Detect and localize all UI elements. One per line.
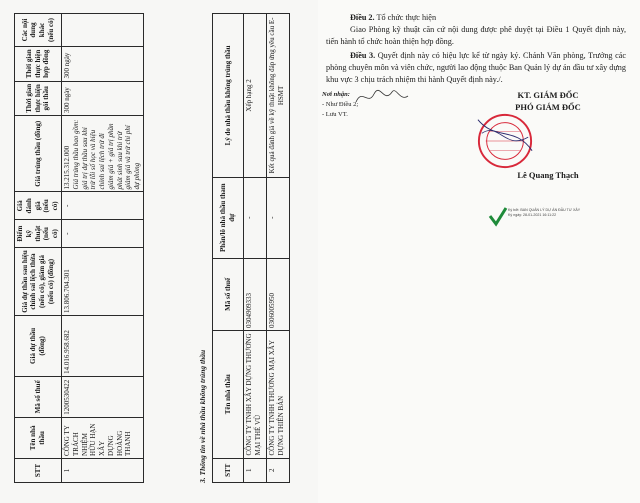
non-winning-header xyxy=(213,14,244,483)
cell-reason: Xếp hạng 2 xyxy=(244,14,267,178)
digital-signature-line2: Ký ngày: 28-01-2021 16:11:22 xyxy=(508,213,557,218)
cell-name: CÔNG TY TNHH XÂY DỰNG THƯƠNG MẠI THẾ VŨ xyxy=(244,330,267,458)
col-eval: Giá đánh giá (nếu có) xyxy=(15,192,62,220)
right-page-decision-text xyxy=(318,0,640,503)
col-other: Các nội dung khác (nếu có) xyxy=(15,14,62,47)
cell-stt: 1 xyxy=(62,458,144,482)
rotated-content xyxy=(14,13,314,483)
non-winning-table xyxy=(212,13,290,483)
cell-bid: 14.016.958.682 xyxy=(62,315,144,376)
col-stt: STT xyxy=(213,458,244,482)
cell-score: - xyxy=(62,220,144,248)
article-2-heading: Tổ chức thực hiện xyxy=(376,13,437,22)
cell-lot: - xyxy=(267,177,290,258)
award-note: Giá trúng thầu bao gồm: giá trị dự thầu sau khi trừ lỗi số học và hiệu chính sai lệch trừ đi giảm giá + giá trị phần phát sinh sau khi trừ giảm giá và trừ chi phí dự phòng xyxy=(71,119,141,190)
col-award: Giá trúng thầu (đồng) xyxy=(15,116,62,192)
digital-signature-line1: Ký bởi: BAN QUẢN LÝ DỰ ÁN ĐẦU TƯ XÂY xyxy=(508,208,581,212)
col-name: Tên nhà thầu xyxy=(213,330,244,458)
award-table-header xyxy=(15,14,62,483)
col-tax: Mã số thuế xyxy=(213,258,244,330)
col-stt: STT xyxy=(15,458,62,482)
cell-time-package: 300 ngày xyxy=(62,81,144,116)
col-reason: Lý do nhà thầu không trúng thầu xyxy=(213,14,244,178)
cell-name: CÔNG TY TNHH THƯƠNG MẠI XÂY DỰNG THIÊN BẢN xyxy=(267,330,290,458)
col-name: Tên nhà thầu xyxy=(15,417,62,458)
award-value: 13.215.312.000 xyxy=(63,145,71,190)
cell-adjusted: 13.806.704.301 xyxy=(62,248,144,316)
left-page-rotated-tables xyxy=(0,0,318,503)
article-2-text: Giao Phòng kỹ thuật căn cứ nội dung được phê duyệt tại Điều 1 Quyết định này, tiến hành tổ chức hoàn thiện hợp đồng. xyxy=(326,24,626,46)
cell-eval: - xyxy=(62,192,144,220)
col-lot: Phần/lô nhà thầu tham dự xyxy=(213,177,244,258)
article-3-title: Điều 3. xyxy=(350,51,376,60)
cell-tax: 1200530422 xyxy=(62,376,144,417)
cell-other xyxy=(62,14,144,47)
recipient-item: - Lưu VT. xyxy=(322,110,348,118)
col-time-contract: Thời gian thực hiện hợp đồng xyxy=(15,46,62,81)
col-tax: Mã số thuế xyxy=(15,376,62,417)
initial-signature-icon xyxy=(348,84,438,110)
signature-line2: PHÓ GIÁM ĐỐC xyxy=(515,101,581,112)
digital-signature-text xyxy=(508,208,580,218)
table-row xyxy=(244,14,267,483)
cell-award xyxy=(62,116,144,192)
col-score: Điểm kỹ thuật (nếu có) xyxy=(15,220,62,248)
cell-stt: 1 xyxy=(244,458,267,482)
cell-tax: 0306005950 xyxy=(267,258,290,330)
col-adjusted: Giá dự thầu sau hiệu chỉnh sai lệch thừa (nếu có), giảm giá (nếu có) (đồng) xyxy=(15,248,62,316)
cell-time-contract: 300 ngày xyxy=(62,46,144,81)
red-seal-icon xyxy=(476,112,534,170)
signer-name: Lê Quang Thạch xyxy=(517,170,579,180)
cell-stt: 2 xyxy=(267,458,290,482)
signature-block xyxy=(463,90,633,114)
table-row xyxy=(62,14,144,483)
cell-tax: 0304909333 xyxy=(244,258,267,330)
col-time-package: Thời gian thực hiện gói thầu xyxy=(15,81,62,116)
col-bid: Giá dự thầu (đồng) xyxy=(15,315,62,376)
cell-name: CÔNG TY TRÁCH NHIỆM HỮU HẠN XÂY DỰNG HOÀNG THANH xyxy=(62,417,144,458)
table-row xyxy=(267,14,290,483)
recipients-label: Nơi nhận: xyxy=(322,91,350,98)
article-2 xyxy=(326,12,626,48)
article-2-title: Điều 2. xyxy=(350,13,375,22)
cell-reason: Kết quả đánh giá về kỹ thuật không đáp ứng yêu cầu E-HSMT xyxy=(267,14,290,178)
signature-line1: KT. GIÁM ĐỐC xyxy=(517,90,579,100)
recipient-item: - Như Điều 2; xyxy=(322,100,359,108)
award-table xyxy=(14,13,144,483)
article-3-text: Quyết định này có hiệu lực kể từ ngày ký. Chánh Văn phòng, Trưởng các phòng chuyên môn và viên chức, người lao động thuộc Ban Quản lý dự án đầu tư xây dựng khu vực 3 chịu trách nhiệm thi hành Quyết định này./. xyxy=(326,51,627,84)
section-3-title: 3. Thông tin về nhà thầu không trúng thầu xyxy=(198,349,207,483)
cell-lot: - xyxy=(244,177,267,258)
article-3 xyxy=(326,50,626,86)
